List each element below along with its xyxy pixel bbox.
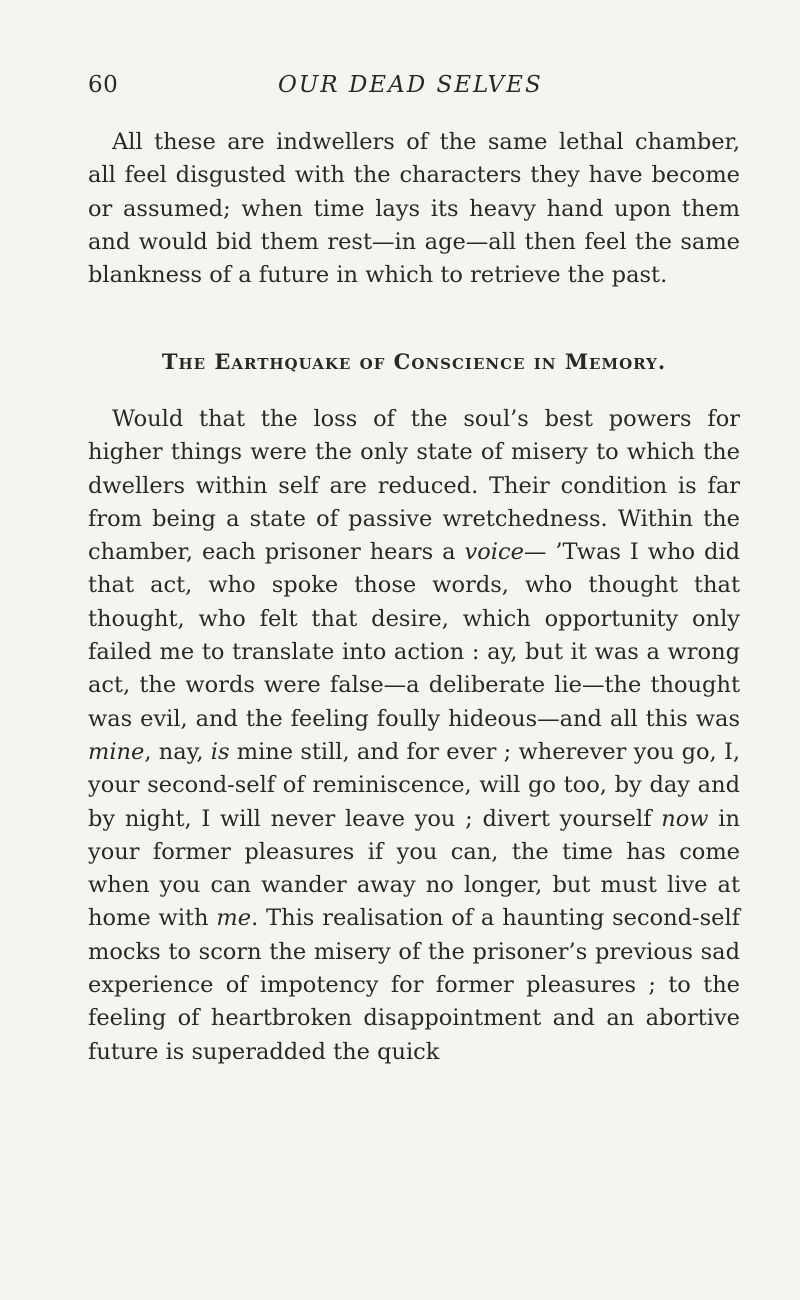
emphasis-me: me xyxy=(216,905,252,932)
emphasis-mine: mine xyxy=(88,738,145,765)
emphasis-now: now xyxy=(661,805,709,832)
emphasis-voice: voice xyxy=(464,539,524,566)
running-title: OUR DEAD SELVES xyxy=(278,72,543,98)
paragraph-2-text: . This realisation of a haunting second-self mocks to scorn the misery of the prisoner’s previous sad experience of impotency for former pleasures ; to the feeling of heartbroken disappointment and an abortive future is superadded the quick xyxy=(88,905,740,1065)
paragraph-2-text: , nay, xyxy=(144,738,211,765)
paragraph-2 xyxy=(88,403,740,1069)
paragraph-1: All these are indwellers of the same lethal chamber, all feel disgusted with the characters they have become or assumed; when time lays its heavy hand upon them and would bid them rest—in age—all then feel the same blankness of a future in which to retrieve the past. xyxy=(88,129,740,289)
page-number: 60 xyxy=(88,72,119,98)
paragraph-2-text: mine still, and for ever ; wherever you go, I, your second-self of reminiscence, will go too, by day and by night, I will never leave you ; divert yourself xyxy=(88,738,740,832)
paragraph-2-text: Would that the loss of the soul’s best powers for higher things were the only state of misery to which the dwellers within self are reduced. Their condition is far from being a state of passive wretchedness. Within the chamber, each prisoner hears a xyxy=(88,406,740,566)
section-heading: The Earthquake of Conscience in Memory. xyxy=(161,349,667,374)
running-head xyxy=(88,72,740,104)
paragraph-2-text: — ’Twas I who did that act, who spoke those words, who thought that thought, who felt that desire, which opportunity only failed me to translate into action : ay, but it was a wrong act, the words were false—a deliberate lie—the thought was evil, and the feeling foully hideous—and all this was xyxy=(88,539,741,732)
paragraph-2-text: in your former pleasures if you can, the time has come when you can wander away no longer, but must live at home with xyxy=(88,805,740,932)
emphasis-is: is xyxy=(210,738,230,765)
